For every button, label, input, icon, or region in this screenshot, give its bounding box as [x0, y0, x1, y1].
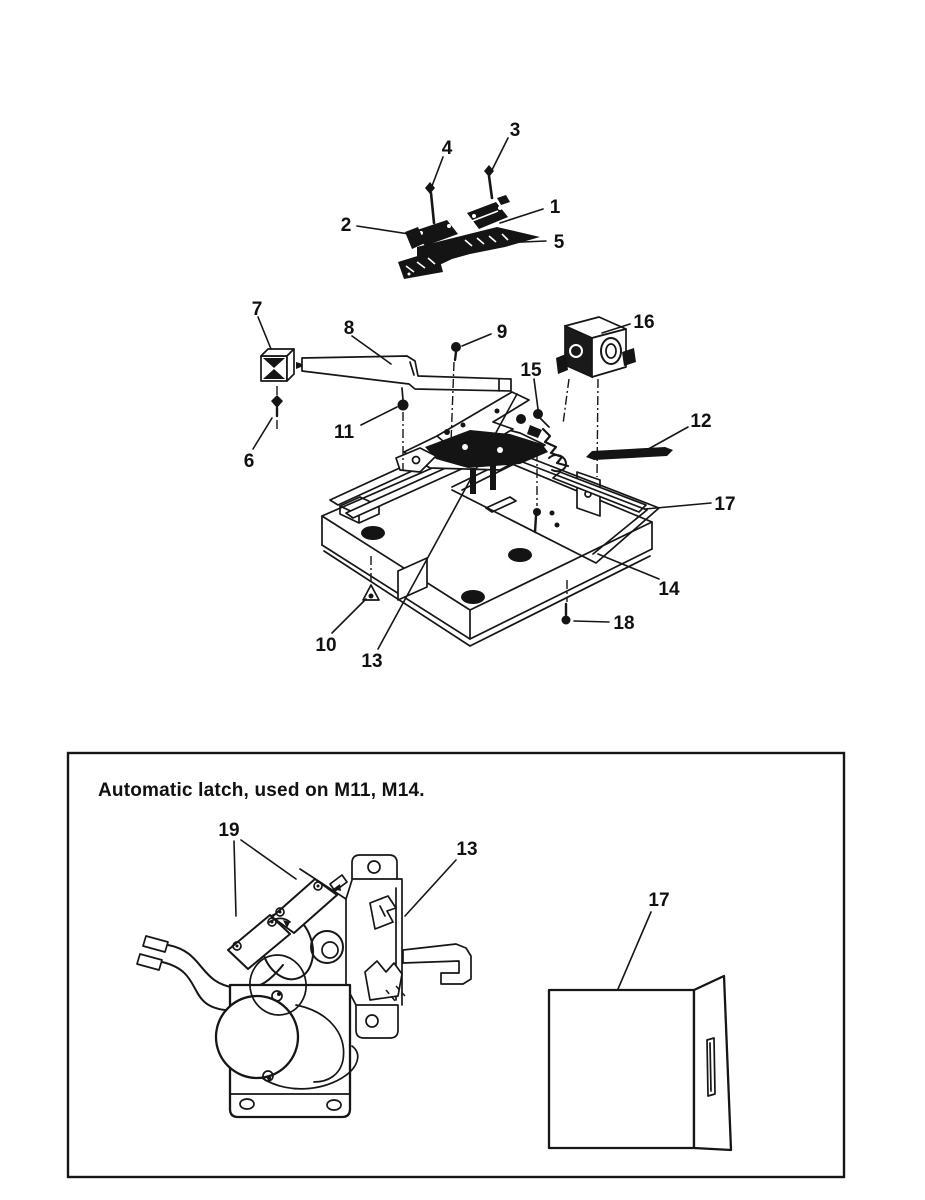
- callout-1: 1: [549, 197, 561, 218]
- callout-9: 9: [496, 322, 508, 343]
- latch-lever-drawing: [302, 356, 511, 391]
- callout-7: 7: [251, 299, 263, 320]
- callout-6: 6: [243, 451, 255, 472]
- callout-13: 13: [361, 651, 383, 672]
- callout-2: 2: [340, 215, 352, 236]
- latch-rod-drawing: [586, 447, 673, 460]
- callout-11: 11: [333, 422, 355, 443]
- screw-18-drawing: [562, 580, 571, 625]
- plate-foot: [461, 590, 485, 604]
- callout-10: 10: [315, 635, 337, 656]
- callout-5: 5: [553, 232, 565, 253]
- screw-6-drawing: [271, 386, 283, 431]
- callout-18: 18: [613, 613, 635, 634]
- interlock-switch-cluster-drawing: [398, 165, 540, 279]
- inset-box: [68, 753, 844, 1177]
- callout-19: 19: [218, 820, 240, 841]
- callout-13-inset: 13: [456, 839, 478, 860]
- microswitch-1-drawing: [467, 195, 510, 229]
- callout-17-inset: 17: [648, 890, 670, 911]
- callout-16: 16: [633, 312, 655, 333]
- callout-3: 3: [509, 120, 521, 141]
- latch-spring-drawing: [543, 429, 568, 466]
- callout-4: 4: [441, 138, 453, 159]
- callout-8: 8: [343, 318, 355, 339]
- screw-4-drawing: [425, 182, 435, 223]
- pivot-block-drawing: [261, 349, 306, 381]
- plate-foot: [508, 548, 532, 562]
- callout-12: 12: [690, 411, 712, 432]
- base-plate-drawing: [322, 449, 652, 646]
- inset-motor-drawing: [216, 985, 358, 1117]
- callout-14: 14: [658, 579, 680, 600]
- plate-foot: [361, 526, 385, 540]
- callout-15: 15: [520, 360, 542, 381]
- inset-title: Automatic latch, used on M11, M14.: [98, 780, 425, 801]
- screw-15-drawing: [533, 409, 549, 427]
- door-panel-drawing: [549, 976, 731, 1150]
- callout-17: 17: [714, 494, 736, 515]
